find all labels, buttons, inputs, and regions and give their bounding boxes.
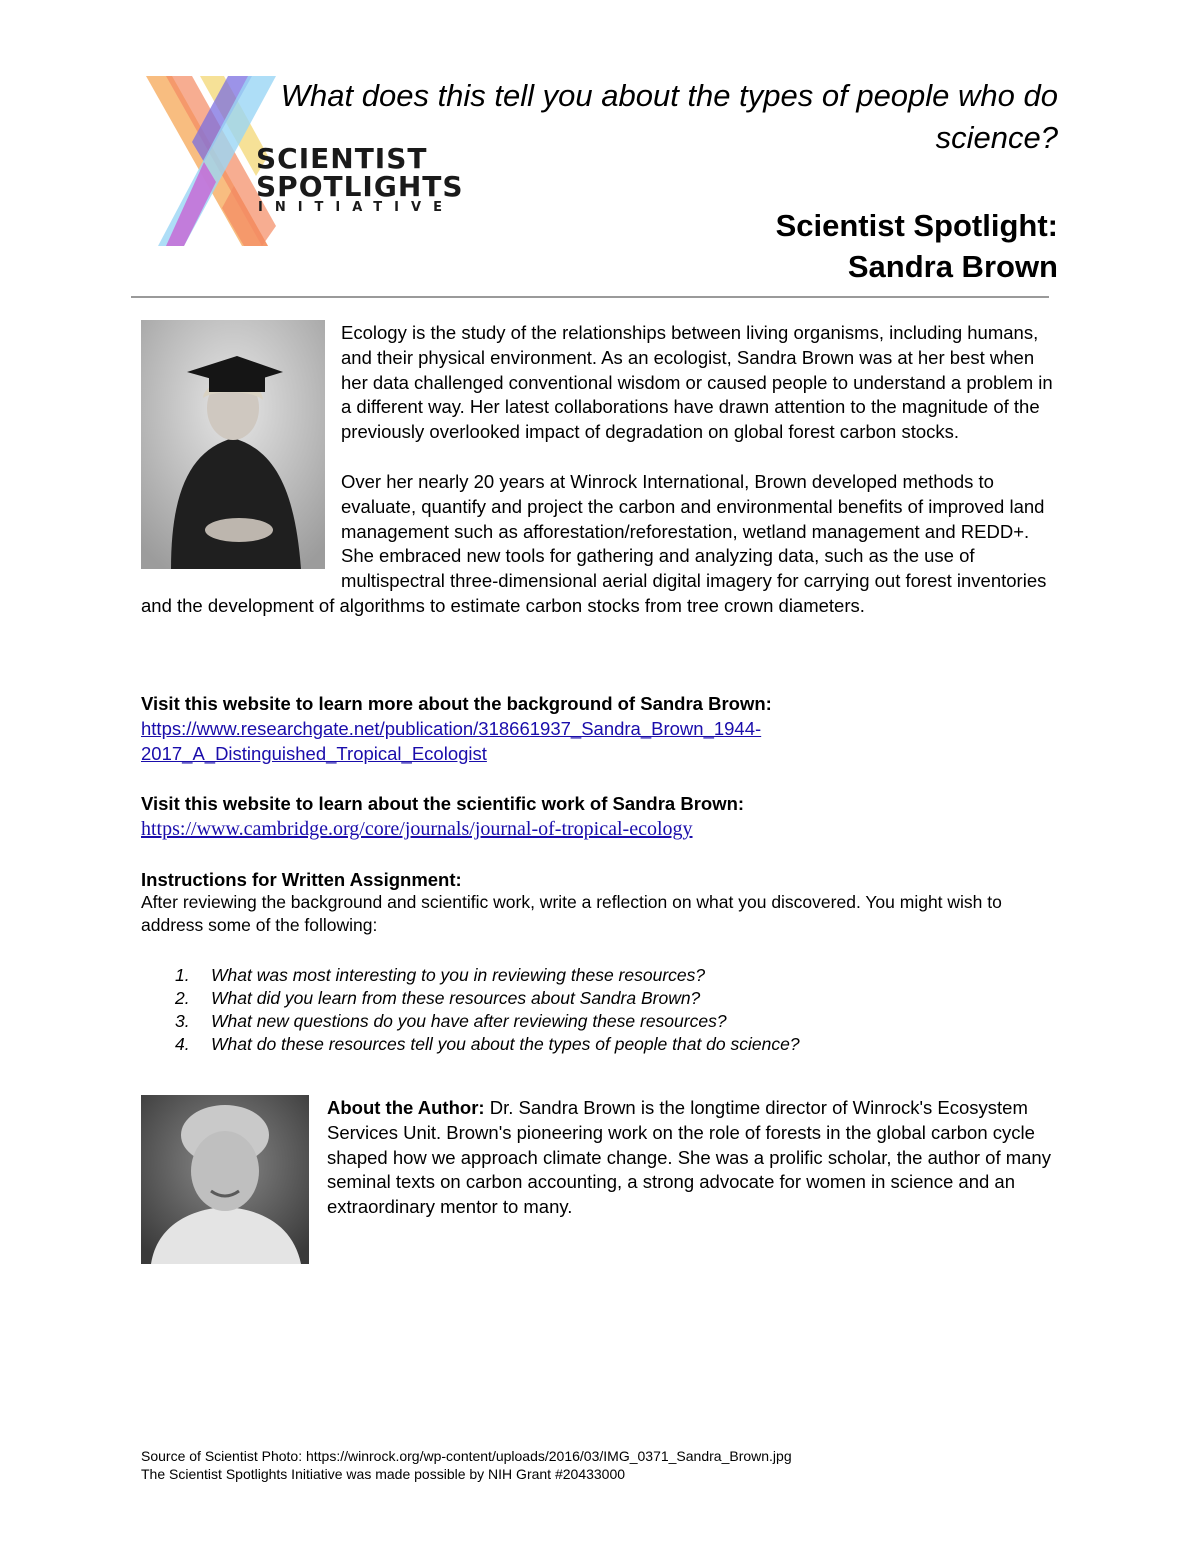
work-link[interactable]: https://www.cambridge.org/core/journals/journal-of-tropical-ecology — [141, 817, 693, 840]
logo-line-3: INITIATIVE — [258, 200, 454, 215]
biography — [141, 321, 1061, 619]
bio-paragraph-1: Ecology is the study of the relationships between living organisms, including humans, and their physical environment. As an ecologist, Sandra Brown was at her best when her data challenged conventional wisdom or caused people to understand a problem in a different way. Her latest collaborations have drawn attention to the magnitude of the previously overlooked impact of degradation on global forest carbon stocks. — [341, 322, 1053, 443]
list-number: 3. — [175, 1011, 190, 1031]
page-title-line-2: Sandra Brown — [847, 249, 1058, 284]
list-item — [175, 987, 1055, 1010]
about-text: Dr. Sandra Brown is the longtime director of Winrock's Ecosystem Services Unit. Brown's pioneering work on the role of forests in the global carbon cycle shaped how we approach climate change. She was a prolific scholar, the author of many seminal texts on carbon accounting, a strong advocate for women in science and an extraordinary mentor to many. — [327, 1097, 1051, 1218]
background-link-section — [141, 692, 1061, 766]
instructions-heading: Instructions for Written Assignment: — [141, 869, 462, 890]
list-text: What do these resources tell you about the types of people that do science? — [211, 1034, 800, 1054]
reflection-questions-list — [175, 964, 1055, 1056]
logo-line-2: SPOTLIGHTS — [256, 170, 464, 203]
portrait-spacer — [141, 321, 341, 581]
list-text: What new questions do you have after reviewing these resources? — [211, 1011, 727, 1031]
list-text: What did you learn from these resources about Sandra Brown? — [211, 988, 701, 1008]
header-divider — [131, 296, 1049, 298]
footer — [141, 1447, 1041, 1483]
assignment-instructions — [141, 869, 1061, 937]
background-link[interactable]: https://www.researchgate.net/publication/318661937_Sandra_Brown_1944-2017_A_Distinguished_Tropical_Ecologist — [141, 717, 762, 764]
photo-source: Source of Scientist Photo: https://winrock.org/wp-content/uploads/2016/03/IMG_0371_Sandra_Brown.jpg — [141, 1448, 792, 1464]
list-number: 4. — [175, 1034, 190, 1054]
reflection-question: What does this tell you about the types of people who do science? — [280, 78, 1058, 155]
work-link-heading: Visit this website to learn about the scientific work of Sandra Brown: — [141, 793, 745, 814]
instructions-text: After reviewing the background and scientific work, write a reflection on what you discovered. You might wish to address some of the following: — [141, 892, 1002, 935]
list-number: 1. — [175, 965, 190, 985]
page-title-line-1: Scientist Spotlight: — [775, 208, 1058, 243]
work-link-section — [141, 792, 1061, 842]
about-the-author — [327, 1096, 1067, 1220]
grant-credit: The Scientist Spotlights Initiative was made possible by NIH Grant #20433000 — [141, 1466, 626, 1482]
author-headshot-photo — [141, 1095, 309, 1264]
list-item — [175, 1010, 1055, 1033]
list-number: 2. — [175, 988, 190, 1008]
about-label: About the Author: — [327, 1097, 485, 1118]
list-text: What was most interesting to you in reviewing these resources? — [211, 965, 706, 985]
list-item — [175, 964, 1055, 987]
page-title — [600, 205, 1058, 287]
list-item — [175, 1033, 1055, 1056]
background-link-heading: Visit this website to learn more about the background of Sandra Brown: — [141, 693, 772, 714]
logo-line-1: SCIENTIST — [256, 142, 428, 175]
bio-paragraph-2: Over her nearly 20 years at Winrock International, Brown developed methods to evaluate, quantify and project the carbon and environmental benefits of improved land management such as afforestation/reforestation, wetland management and REDD+. She embraced new tools for gathering and analyzing data, such as the use of multispectral three-dimensional aerial digital imagery for carrying out forest inventories and the development of algorithms to estimate carbon stocks from tree crown diameters. — [141, 470, 1047, 616]
